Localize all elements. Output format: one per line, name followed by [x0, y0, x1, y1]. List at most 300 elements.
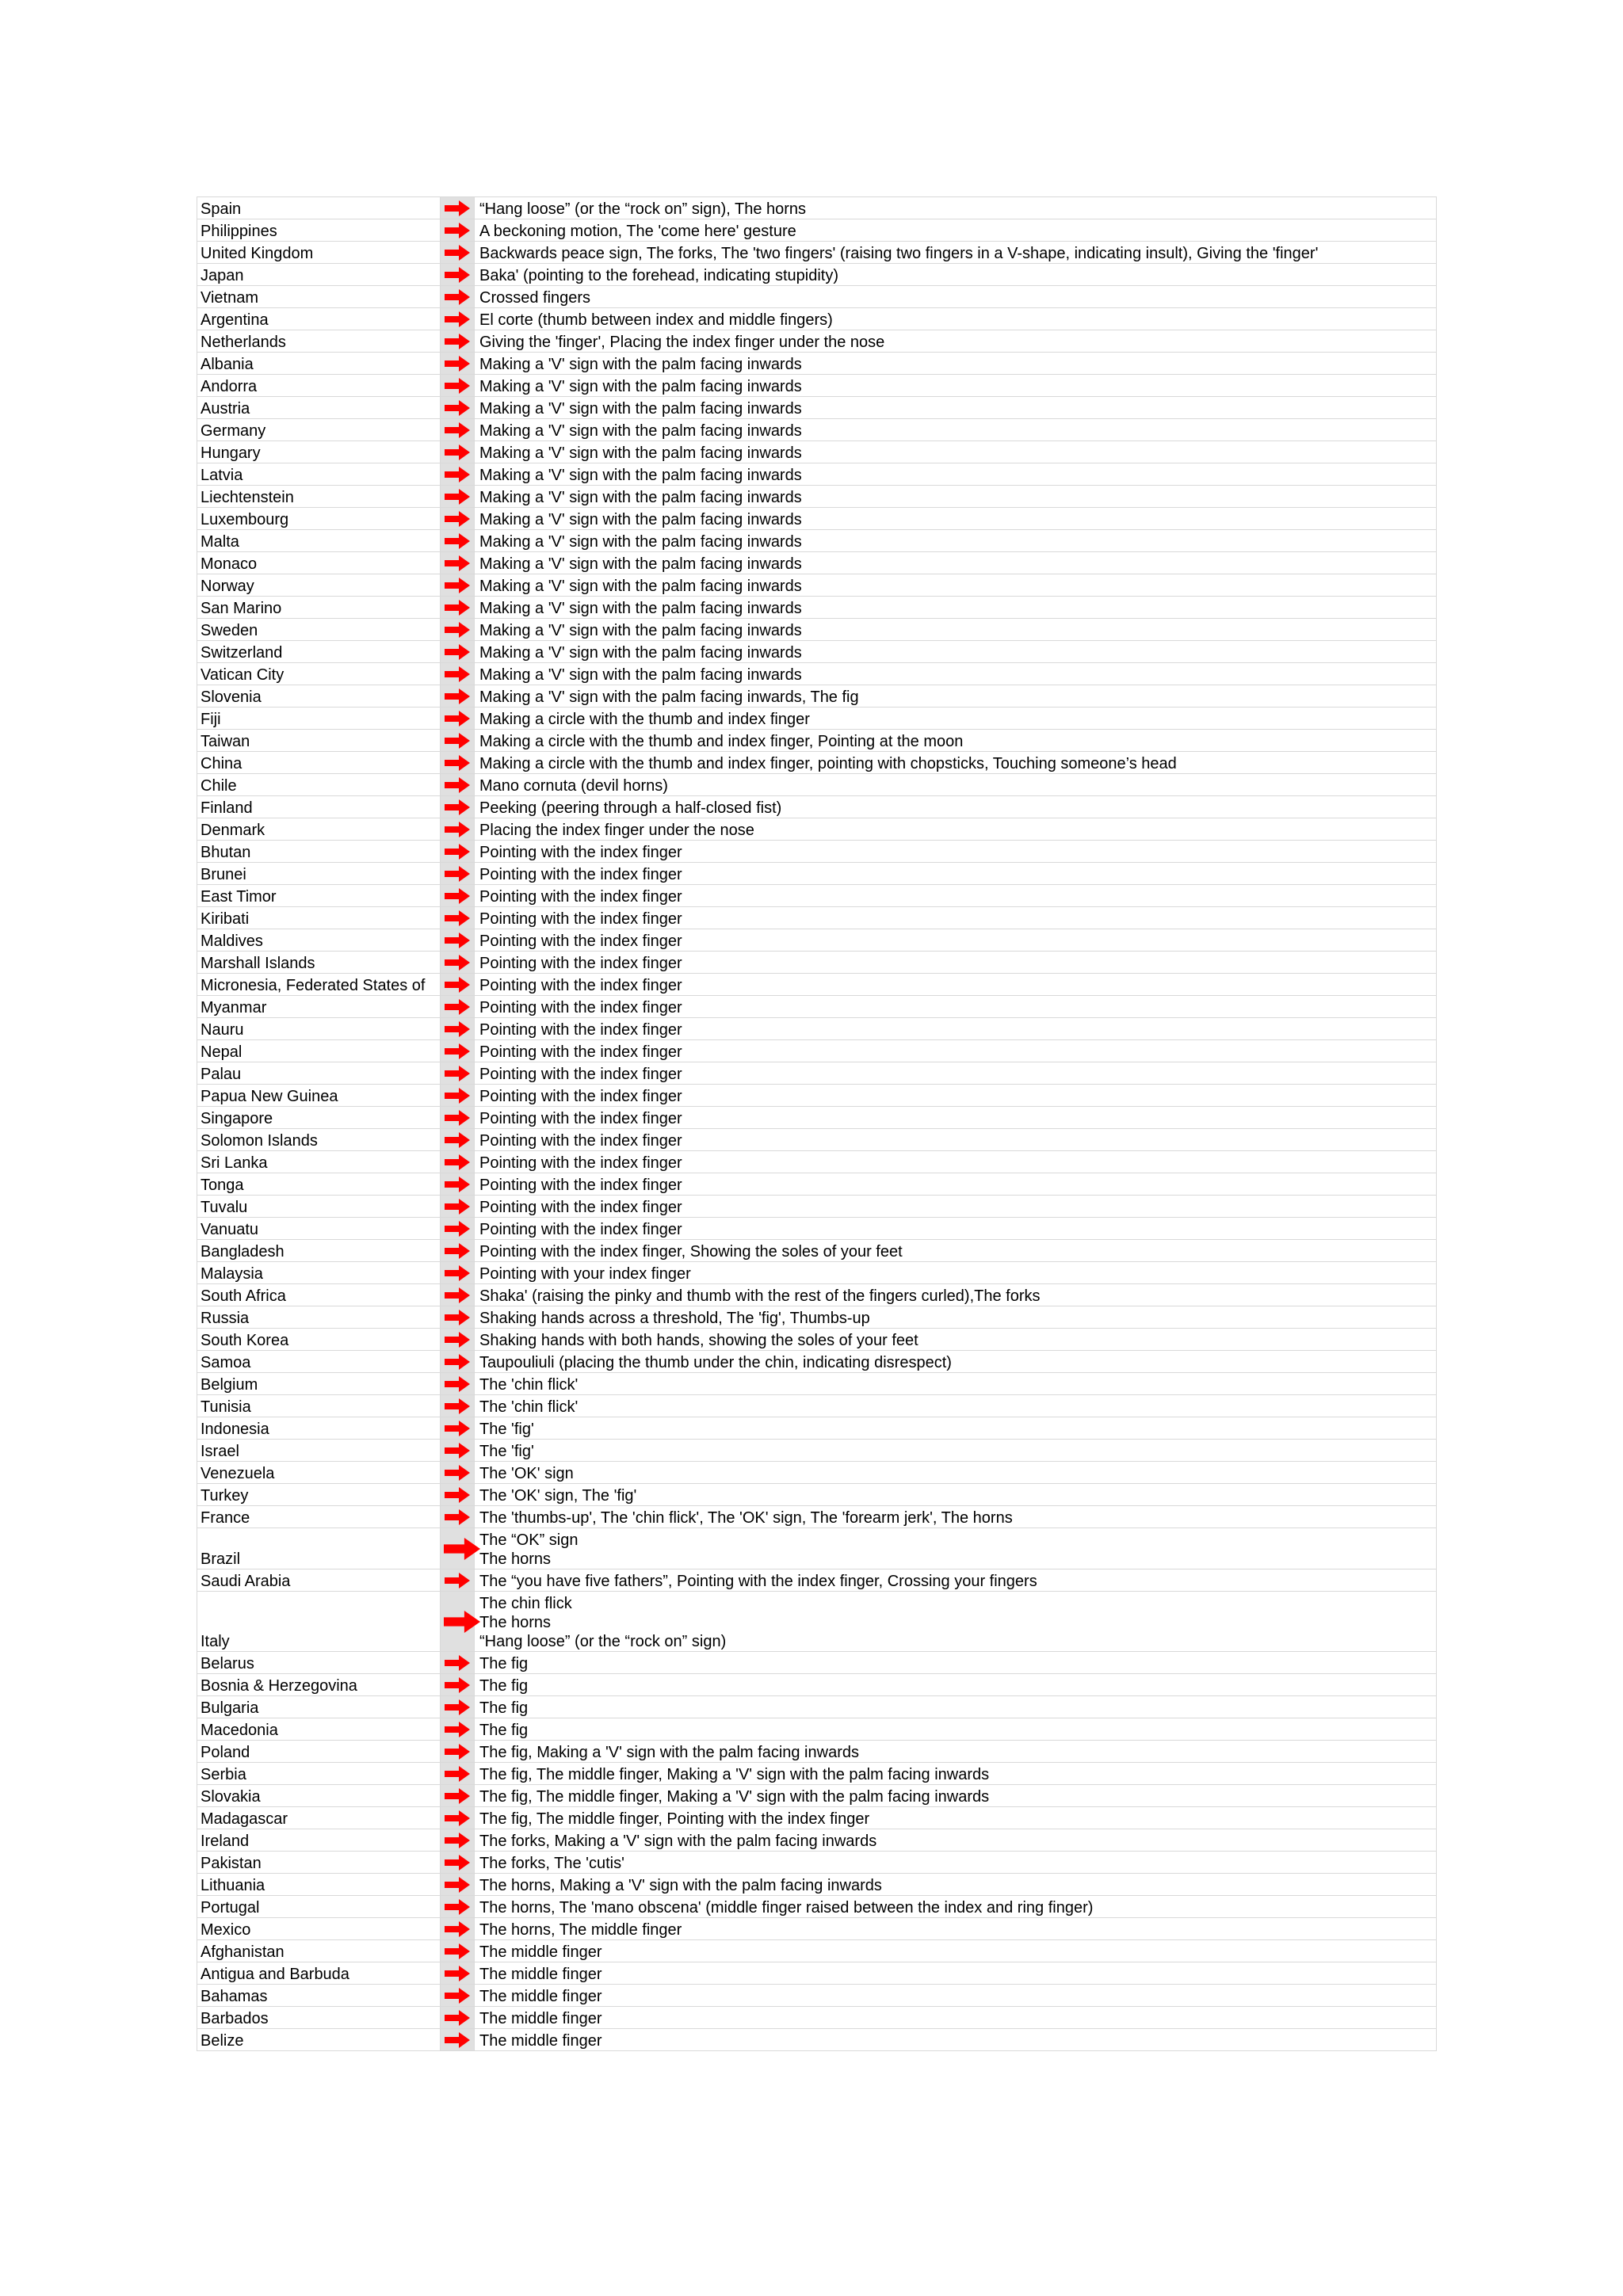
arrow-cell [441, 530, 475, 552]
arrow-cell [441, 1040, 475, 1062]
table-row [197, 1440, 1437, 1462]
arrow-cell [441, 1569, 475, 1592]
gesture-cell [475, 1592, 1437, 1652]
arrow-cell [441, 574, 475, 597]
table-row [197, 463, 1437, 486]
gesture-cell: Pointing with the index finger [475, 1173, 1437, 1196]
arrow-right-icon [441, 223, 474, 238]
table-row [197, 419, 1437, 441]
country-cell: Japan [197, 264, 441, 286]
table-row [197, 1373, 1437, 1395]
arrow-cell [441, 308, 475, 330]
table-row [197, 1696, 1437, 1718]
gesture-cell: Pointing with the index finger [475, 1218, 1437, 1240]
gesture-cell: Backwards peace sign, The forks, The 'two fingers' (raising two fingers in a V-shape, indicating insult), Giving the 'finger' [475, 242, 1437, 264]
arrow-cell [441, 1196, 475, 1218]
arrow-right-icon [441, 1487, 474, 1503]
country-cell: Brazil [197, 1528, 441, 1569]
country-cell: Maldives [197, 929, 441, 952]
arrow-right-icon [441, 1943, 474, 1959]
table-row [197, 1985, 1437, 2007]
arrow-cell [441, 1940, 475, 1962]
gesture-cell: The 'fig' [475, 1417, 1437, 1440]
arrow-right-icon [441, 1833, 474, 1848]
table-row [197, 796, 1437, 818]
country-cell: Indonesia [197, 1417, 441, 1440]
arrow-cell [441, 952, 475, 974]
country-cell: Nepal [197, 1040, 441, 1062]
table-row [197, 1962, 1437, 1985]
arrow-cell [441, 841, 475, 863]
arrow-right-icon [441, 245, 474, 261]
country-cell: Luxembourg [197, 508, 441, 530]
gesture-cell: Pointing with the index finger [475, 996, 1437, 1018]
country-cell: Chile [197, 774, 441, 796]
gesture-cell: Making a 'V' sign with the palm facing inwards [475, 486, 1437, 508]
gesture-cell: The 'chin flick' [475, 1395, 1437, 1417]
table-row [197, 1040, 1437, 1062]
arrow-cell [441, 1741, 475, 1763]
gesture-cell: Making a 'V' sign with the palm facing inwards [475, 530, 1437, 552]
arrow-right-icon [441, 777, 474, 793]
table-row [197, 1829, 1437, 1852]
arrow-cell [441, 1240, 475, 1262]
gesture-cell: The middle finger [475, 2029, 1437, 2051]
gesture-cell: The 'thumbs-up', The 'chin flick', The 'OK' sign, The 'forearm jerk', The horns [475, 1506, 1437, 1528]
arrow-right-icon [441, 289, 474, 305]
table-row [197, 197, 1437, 219]
country-cell: South Korea [197, 1329, 441, 1351]
gesture-cell: The fig, The middle finger, Pointing with the index finger [475, 1807, 1437, 1829]
gesture-cell: Crossed fingers [475, 286, 1437, 308]
gesture-cell: Pointing with the index finger [475, 974, 1437, 996]
gesture-cell: Pointing with the index finger [475, 841, 1437, 863]
arrow-right-icon [441, 1722, 474, 1737]
arrow-cell [441, 1985, 475, 2007]
arrow-cell [441, 1896, 475, 1918]
arrow-cell [441, 752, 475, 774]
arrow-cell [441, 1107, 475, 1129]
arrow-right-icon [441, 1744, 474, 1760]
arrow-right-icon [441, 733, 474, 749]
gesture-cell: Making a 'V' sign with the palm facing inwards [475, 552, 1437, 574]
table-row [197, 663, 1437, 685]
arrow-right-icon [441, 1699, 474, 1715]
gesture-cell: Baka' (pointing to the forehead, indicating stupidity) [475, 264, 1437, 286]
country-cell: Macedonia [197, 1718, 441, 1741]
table-row [197, 885, 1437, 907]
arrow-cell [441, 1829, 475, 1852]
gesture-cell: “Hang loose” (or the “rock on” sign), The horns [475, 197, 1437, 219]
country-cell: Marshall Islands [197, 952, 441, 974]
country-cell: Liechtenstein [197, 486, 441, 508]
table-row [197, 1218, 1437, 1240]
country-cell: Samoa [197, 1351, 441, 1373]
table-row [197, 2029, 1437, 2051]
country-cell: Taiwan [197, 730, 441, 752]
arrow-right-icon [441, 1538, 474, 1560]
gesture-cell: Making a 'V' sign with the palm facing inwards [475, 353, 1437, 375]
gesture-cell: The fig [475, 1674, 1437, 1696]
gesture-cell: Shaka' (raising the pinky and thumb with the rest of the fingers curled),The forks [475, 1284, 1437, 1306]
gesture-cell: Making a 'V' sign with the palm facing inwards [475, 419, 1437, 441]
arrow-right-icon [441, 866, 474, 882]
country-cell: Micronesia, Federated States of [197, 974, 441, 996]
gesture-cell: Pointing with the index finger [475, 1085, 1437, 1107]
gesture-cell: Making a 'V' sign with the palm facing inwards [475, 597, 1437, 619]
table-row [197, 1462, 1437, 1484]
table-row [197, 1652, 1437, 1674]
arrow-right-icon [441, 1788, 474, 1804]
country-cell: East Timor [197, 885, 441, 907]
arrow-cell [441, 1462, 475, 1484]
arrow-cell [441, 2029, 475, 2051]
arrow-cell [441, 486, 475, 508]
gesture-cell: The fig, The middle finger, Making a 'V' sign with the palm facing inwards [475, 1785, 1437, 1807]
table-row [197, 397, 1437, 419]
arrow-cell [441, 1696, 475, 1718]
arrow-cell [441, 1874, 475, 1896]
gesture-cell: The 'fig' [475, 1440, 1437, 1462]
arrow-right-icon [441, 1398, 474, 1414]
country-cell: Belarus [197, 1652, 441, 1674]
table-row [197, 818, 1437, 841]
country-cell: Mexico [197, 1918, 441, 1940]
gesture-cell: Pointing with the index finger [475, 1040, 1437, 1062]
table-row [197, 707, 1437, 730]
arrow-right-icon [441, 2010, 474, 2026]
arrow-right-icon [441, 844, 474, 860]
gesture-cell: Making a circle with the thumb and index finger [475, 707, 1437, 730]
arrow-right-icon [441, 1354, 474, 1370]
arrow-cell [441, 219, 475, 242]
table-row [197, 1940, 1437, 1962]
arrow-right-icon [441, 533, 474, 549]
country-cell: Spain [197, 197, 441, 219]
arrow-cell [441, 1373, 475, 1395]
arrow-right-icon [441, 444, 474, 460]
table-row [197, 752, 1437, 774]
gesture-cell: Shaking hands across a threshold, The 'fig', Thumbs-up [475, 1306, 1437, 1329]
country-cell: Russia [197, 1306, 441, 1329]
arrow-right-icon [441, 578, 474, 593]
arrow-right-icon [441, 1021, 474, 1037]
arrow-cell [441, 1018, 475, 1040]
arrow-cell [441, 1718, 475, 1741]
table-row [197, 1592, 1437, 1652]
country-cell: Argentina [197, 308, 441, 330]
arrow-cell [441, 1129, 475, 1151]
arrow-right-icon [441, 1988, 474, 2004]
arrow-right-icon [441, 467, 474, 482]
table-row [197, 1807, 1437, 1829]
country-cell: China [197, 752, 441, 774]
arrow-right-icon [441, 1573, 474, 1589]
arrow-cell [441, 1852, 475, 1874]
arrow-cell [441, 818, 475, 841]
arrow-cell [441, 1674, 475, 1696]
arrow-right-icon [441, 910, 474, 926]
gesture-cell: Making a 'V' sign with the palm facing inwards [475, 441, 1437, 463]
table-row [197, 1484, 1437, 1506]
table-row [197, 1129, 1437, 1151]
gesture-cell: The middle finger [475, 1940, 1437, 1962]
table-row [197, 1107, 1437, 1129]
table-row [197, 1151, 1437, 1173]
gesture-cell: The “you have five fathers”, Pointing with the index finger, Crossing your fingers [475, 1569, 1437, 1592]
arrow-cell [441, 508, 475, 530]
country-cell: Andorra [197, 375, 441, 397]
country-cell: Antigua and Barbuda [197, 1962, 441, 1985]
arrow-cell [441, 242, 475, 264]
arrow-right-icon [441, 422, 474, 438]
arrow-right-icon [441, 1855, 474, 1871]
arrow-cell [441, 597, 475, 619]
arrow-right-icon [441, 311, 474, 327]
arrow-right-icon [441, 622, 474, 638]
gesture-cell: The middle finger [475, 2007, 1437, 2029]
gesture-cell: The fig [475, 1696, 1437, 1718]
table-row [197, 619, 1437, 641]
table-row [197, 1262, 1437, 1284]
arrow-right-icon [441, 511, 474, 527]
arrow-cell [441, 1218, 475, 1240]
arrow-cell [441, 1329, 475, 1351]
table-row [197, 1284, 1437, 1306]
country-cell: Saudi Arabia [197, 1569, 441, 1592]
country-cell: Bulgaria [197, 1696, 441, 1718]
gesture-cell: Pointing with your index finger [475, 1262, 1437, 1284]
arrow-right-icon [441, 688, 474, 704]
arrow-cell [441, 463, 475, 486]
gesture-cell: Making a 'V' sign with the palm facing inwards [475, 397, 1437, 419]
arrow-cell [441, 1962, 475, 1985]
gesture-cell: The horns, Making a 'V' sign with the palm facing inwards [475, 1874, 1437, 1896]
arrow-right-icon [441, 267, 474, 283]
country-cell: Venezuela [197, 1462, 441, 1484]
arrow-right-icon [441, 1265, 474, 1281]
arrow-right-icon [441, 489, 474, 505]
country-cell: Albania [197, 353, 441, 375]
gesture-cell: Mano cornuta (devil horns) [475, 774, 1437, 796]
arrow-right-icon [441, 334, 474, 349]
arrow-right-icon [441, 1310, 474, 1325]
arrow-cell [441, 286, 475, 308]
arrow-right-icon [441, 1132, 474, 1148]
arrow-right-icon [441, 400, 474, 416]
table-row [197, 952, 1437, 974]
table-row [197, 2007, 1437, 2029]
arrow-cell [441, 707, 475, 730]
country-cell: Belgium [197, 1373, 441, 1395]
gesture-table-body [197, 197, 1437, 2051]
country-cell: Vatican City [197, 663, 441, 685]
country-cell: Serbia [197, 1763, 441, 1785]
gesture-cell: Taupouliuli (placing the thumb under the chin, indicating disrespect) [475, 1351, 1437, 1373]
gesture-line: The “OK” sign [479, 1531, 579, 1549]
gesture-cell: The fig, The middle finger, Making a 'V' sign with the palm facing inwards [475, 1763, 1437, 1785]
country-cell: Portugal [197, 1896, 441, 1918]
arrow-cell [441, 1484, 475, 1506]
table-row [197, 685, 1437, 707]
country-cell: Ireland [197, 1829, 441, 1852]
arrow-cell [441, 1284, 475, 1306]
table-row [197, 219, 1437, 242]
arrow-cell [441, 1592, 475, 1652]
gesture-cell: A beckoning motion, The 'come here' gesture [475, 219, 1437, 242]
table-row [197, 1918, 1437, 1940]
country-cell: Tunisia [197, 1395, 441, 1417]
gesture-cell: The middle finger [475, 1962, 1437, 1985]
country-cell: Fiji [197, 707, 441, 730]
arrow-cell [441, 1918, 475, 1940]
arrow-cell [441, 397, 475, 419]
table-row [197, 597, 1437, 619]
gesture-cell: The horns, The 'mano obscena' (middle finger raised between the index and ring finger) [475, 1896, 1437, 1918]
arrow-cell [441, 863, 475, 885]
arrow-right-icon [441, 1421, 474, 1436]
country-cell: Bosnia & Herzegovina [197, 1674, 441, 1696]
table-row [197, 1306, 1437, 1329]
gesture-cell: Placing the index finger under the nose [475, 818, 1437, 841]
country-cell: Solomon Islands [197, 1129, 441, 1151]
arrow-cell [441, 929, 475, 952]
table-row [197, 1351, 1437, 1373]
table-row [197, 552, 1437, 574]
arrow-right-icon [441, 378, 474, 394]
country-cell: Sri Lanka [197, 1151, 441, 1173]
country-cell: Philippines [197, 219, 441, 242]
arrow-cell [441, 1085, 475, 1107]
arrow-cell [441, 685, 475, 707]
country-cell: Slovenia [197, 685, 441, 707]
table-row [197, 1569, 1437, 1592]
arrow-right-icon [441, 2032, 474, 2048]
gesture-cell: Pointing with the index finger, Showing the soles of your feet [475, 1240, 1437, 1262]
country-cell: Malaysia [197, 1262, 441, 1284]
gesture-cell: Making a circle with the thumb and index finger, Pointing at the moon [475, 730, 1437, 752]
table-row [197, 1785, 1437, 1807]
country-cell: Afghanistan [197, 1940, 441, 1962]
arrow-right-icon [441, 1221, 474, 1237]
gesture-cell: The fig [475, 1652, 1437, 1674]
table-row [197, 929, 1437, 952]
table-row [197, 574, 1437, 597]
gesture-cell: The forks, Making a 'V' sign with the palm facing inwards [475, 1829, 1437, 1852]
gesture-cell: Pointing with the index finger [475, 1018, 1437, 1040]
gesture-cell: Peeking (peering through a half-closed fist) [475, 796, 1437, 818]
country-cell: Italy [197, 1592, 441, 1652]
table-row [197, 353, 1437, 375]
country-cell: Belize [197, 2029, 441, 2051]
arrow-right-icon [441, 644, 474, 660]
arrow-right-icon [441, 1177, 474, 1192]
gesture-cell: Pointing with the index finger [475, 952, 1437, 974]
country-cell: Papua New Guinea [197, 1085, 441, 1107]
country-cell: Vietnam [197, 286, 441, 308]
table-row [197, 1173, 1437, 1196]
country-cell: Palau [197, 1062, 441, 1085]
gesture-cell: Making a 'V' sign with the palm facing inwards [475, 619, 1437, 641]
arrow-right-icon [441, 555, 474, 571]
gesture-cell: Giving the 'finger', Placing the index finger under the nose [475, 330, 1437, 353]
gesture-cell: The horns, The middle finger [475, 1918, 1437, 1940]
country-cell: Poland [197, 1741, 441, 1763]
table-row [197, 1240, 1437, 1262]
table-row [197, 974, 1437, 996]
arrow-right-icon [441, 977, 474, 993]
arrow-right-icon [441, 1287, 474, 1303]
table-row [197, 1852, 1437, 1874]
table-row [197, 863, 1437, 885]
country-cell: Tuvalu [197, 1196, 441, 1218]
table-row [197, 1718, 1437, 1741]
arrow-cell [441, 1417, 475, 1440]
gesture-line: The chin flick [479, 1595, 572, 1612]
gesture-cell: Shaking hands with both hands, showing the soles of your feet [475, 1329, 1437, 1351]
arrow-cell [441, 353, 475, 375]
table-row [197, 1196, 1437, 1218]
arrow-cell [441, 441, 475, 463]
country-cell: Madagascar [197, 1807, 441, 1829]
gesture-cell: Pointing with the index finger [475, 1107, 1437, 1129]
table-row [197, 907, 1437, 929]
country-cell: Pakistan [197, 1852, 441, 1874]
arrow-right-icon [441, 1766, 474, 1782]
table-row [197, 286, 1437, 308]
table-row [197, 1085, 1437, 1107]
country-cell: Tonga [197, 1173, 441, 1196]
gesture-cell: The 'chin flick' [475, 1373, 1437, 1395]
arrow-cell [441, 796, 475, 818]
country-cell: Norway [197, 574, 441, 597]
country-cell: San Marino [197, 597, 441, 619]
gesture-cell: The middle finger [475, 1985, 1437, 2007]
arrow-right-icon [441, 799, 474, 815]
table-row [197, 1395, 1437, 1417]
arrow-cell [441, 641, 475, 663]
country-cell: Singapore [197, 1107, 441, 1129]
arrow-cell [441, 1151, 475, 1173]
country-cell: South Africa [197, 1284, 441, 1306]
gesture-cell: The 'OK' sign, The 'fig' [475, 1484, 1437, 1506]
arrow-cell [441, 1306, 475, 1329]
arrow-cell [441, 663, 475, 685]
country-cell: Switzerland [197, 641, 441, 663]
arrow-cell [441, 619, 475, 641]
gesture-cell: Pointing with the index finger [475, 1129, 1437, 1151]
gesture-cell: Pointing with the index finger [475, 907, 1437, 929]
arrow-right-icon [441, 955, 474, 971]
country-cell: Sweden [197, 619, 441, 641]
arrow-right-icon [441, 1611, 474, 1633]
arrow-right-icon [441, 1509, 474, 1525]
country-cell: Hungary [197, 441, 441, 463]
country-cell: Nauru [197, 1018, 441, 1040]
arrow-right-icon [441, 356, 474, 372]
table-row [197, 308, 1437, 330]
country-cell: Slovakia [197, 1785, 441, 1807]
gesture-cell: Making a 'V' sign with the palm facing inwards [475, 375, 1437, 397]
arrow-right-icon [441, 600, 474, 616]
gesture-line: “Hang loose” (or the “rock on” sign) [479, 1633, 727, 1650]
country-cell: Lithuania [197, 1874, 441, 1896]
gesture-cell: Making a 'V' sign with the palm facing inwards [475, 641, 1437, 663]
country-cell: Kiribati [197, 907, 441, 929]
country-cell: Germany [197, 419, 441, 441]
gesture-cell: The fig, Making a 'V' sign with the palm facing inwards [475, 1741, 1437, 1763]
arrow-right-icon [441, 888, 474, 904]
